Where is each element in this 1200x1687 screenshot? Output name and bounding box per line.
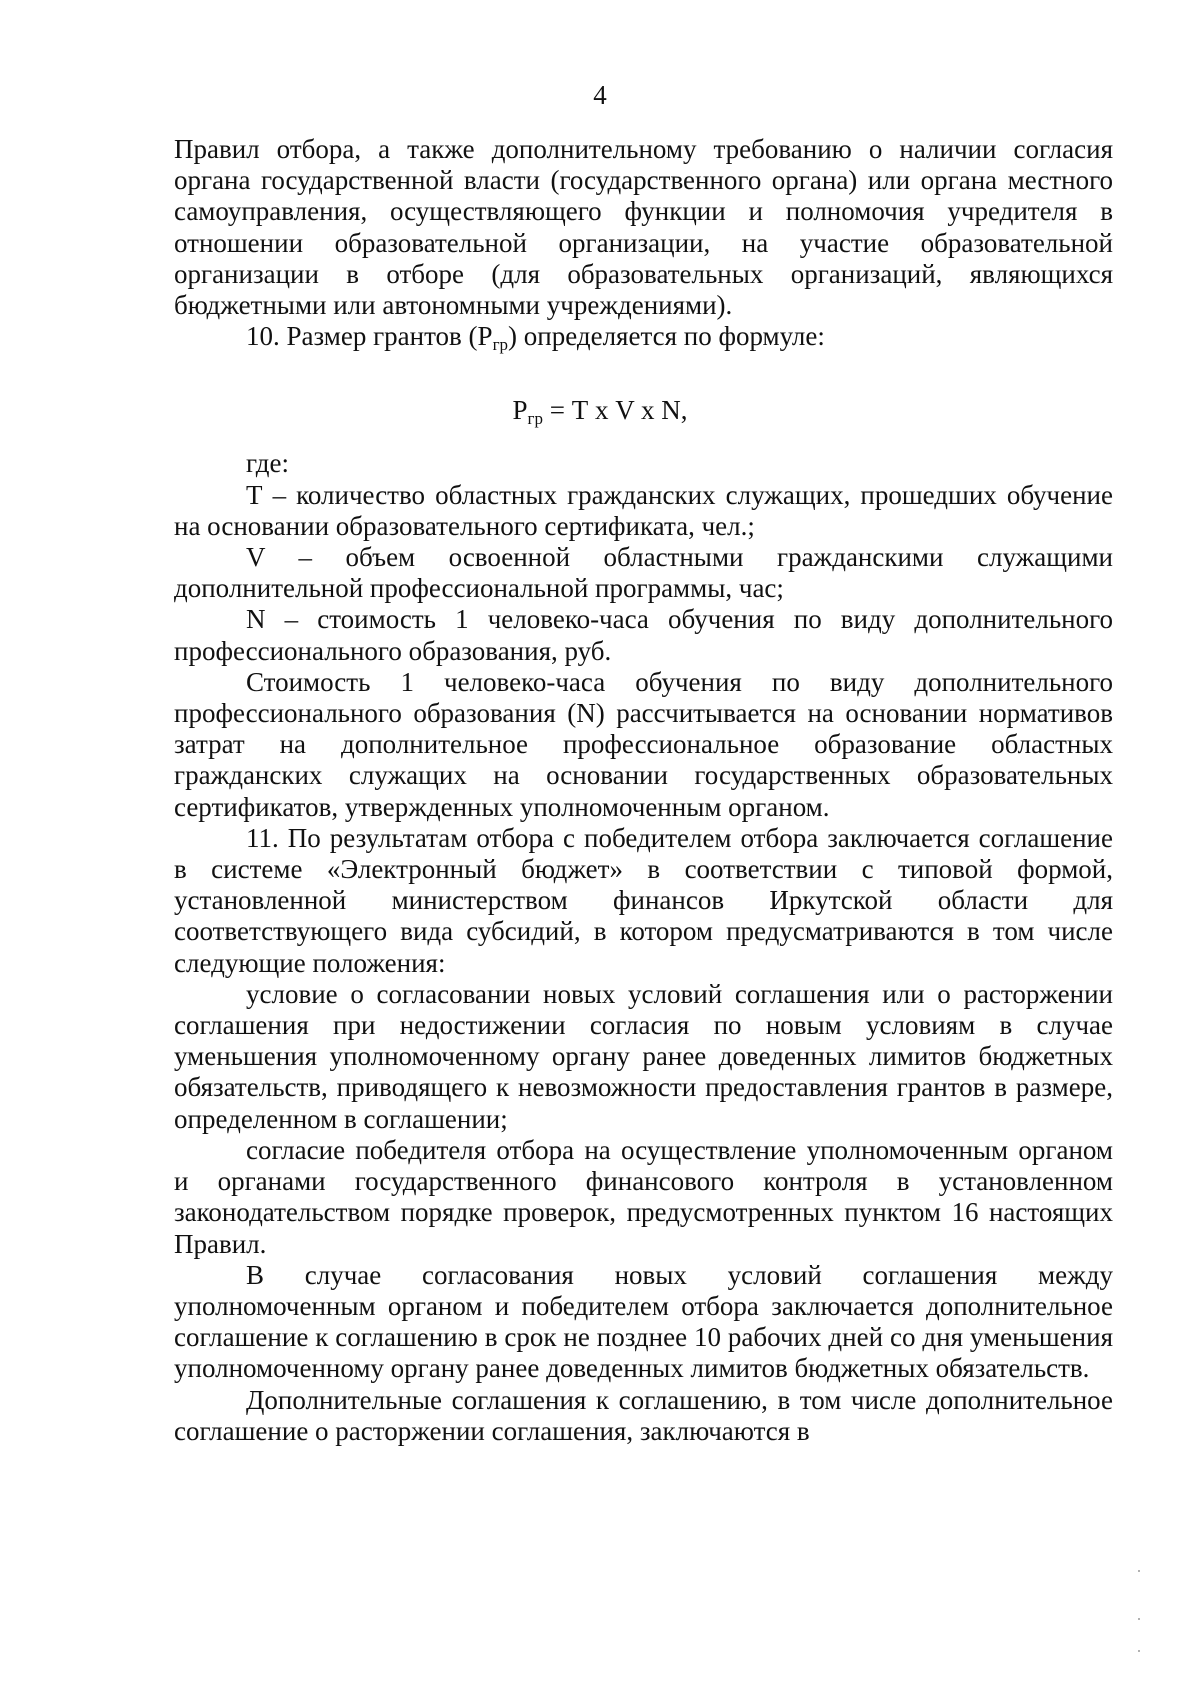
definition-t: Т – количество областных гражданских служащих, прошедших обучение на основании образовательного сертификата, чел.; [174, 479, 1113, 541]
page-number: 4 [593, 80, 607, 110]
formula-spacer [174, 352, 1113, 448]
document-body [174, 134, 1113, 1447]
paragraph-consent: согласие победителя отбора на осуществление уполномоченным органом и органами государственного финансового контроля в установленном законодательством порядке проверок, предусмотренных пунктом 16 настоящих Правил. [174, 1134, 1113, 1259]
paragraph-case: В случае согласования новых условий соглашения между уполномоченным органом и победителем отбора заключается дополнительное соглашение к соглашению в срок не позднее 10 рабочих дней со дня уменьшения уполномоченному органу ранее доведенных лимитов бюджетных обязательств. [174, 1259, 1113, 1384]
where-label: где: [246, 448, 289, 479]
paragraph-additional: Дополнительные соглашения к соглашению, в том числе дополнительное соглашение о расторжении соглашения, заключаются в [174, 1384, 1113, 1446]
scan-dot [1138, 1570, 1140, 1572]
paragraph-continuation: Правил отбора, а также дополнительному требованию о наличии согласия органа государственной власти (государственного органа) или органа местного самоуправления, осуществляющего функции и полномочия учредителя в отношении образовательной организации, на участие образовательной организации в отборе (для образовательных организаций, являющихся бюджетными или автономными учреждениями). [174, 134, 1113, 321]
paragraph-10-text-after: ) определяется по формуле: [508, 321, 825, 352]
formula-rhs: = Т х V х N, [543, 395, 688, 425]
paragraph-cost: Стоимость 1 человеко-часа обучения по виду дополнительного профессионального образования (N) рассчитывается на основании нормативов затрат на дополнительное профессиональное образование областных гражданских служащих на основании государственных образовательных сертификатов, утвержденных уполномоченным органом. [174, 666, 1113, 822]
paragraph-11: 11. По результатам отбора с победителем отбора заключается соглашение в системе «Электронный бюджет» в соответствии с типовой формой, установленной министерством финансов Иркутской области для соответствующего вида субсидий, в котором предусматриваются в том числе следующие положения: [174, 822, 1113, 978]
scan-dot [1138, 1618, 1140, 1620]
definition-v: V – объем освоенной областными гражданскими служащими дополнительной профессиональной программы, час; [174, 542, 1113, 604]
formula-subscript: гр [527, 409, 544, 428]
paragraph-10-text-before: 10. Размер грантов (Р [246, 321, 493, 352]
paragraph-10-subscript: гр [492, 335, 509, 355]
paragraph-10 [174, 321, 1113, 355]
formula-lhs: Р [512, 395, 528, 425]
scan-dot [1138, 1650, 1140, 1652]
definition-n: N – стоимость 1 человеко-часа обучения по виду дополнительного профессионального образования, руб. [174, 604, 1113, 666]
paragraph-condition: условие о согласовании новых условий соглашения или о расторжении соглашения при недостижении согласия по новым условиям в случае уменьшения уполномоченному органу ранее доведенных лимитов бюджетных обязательств, приводящего к невозможности предоставления грантов в размере, определенном в соглашении; [174, 978, 1113, 1134]
